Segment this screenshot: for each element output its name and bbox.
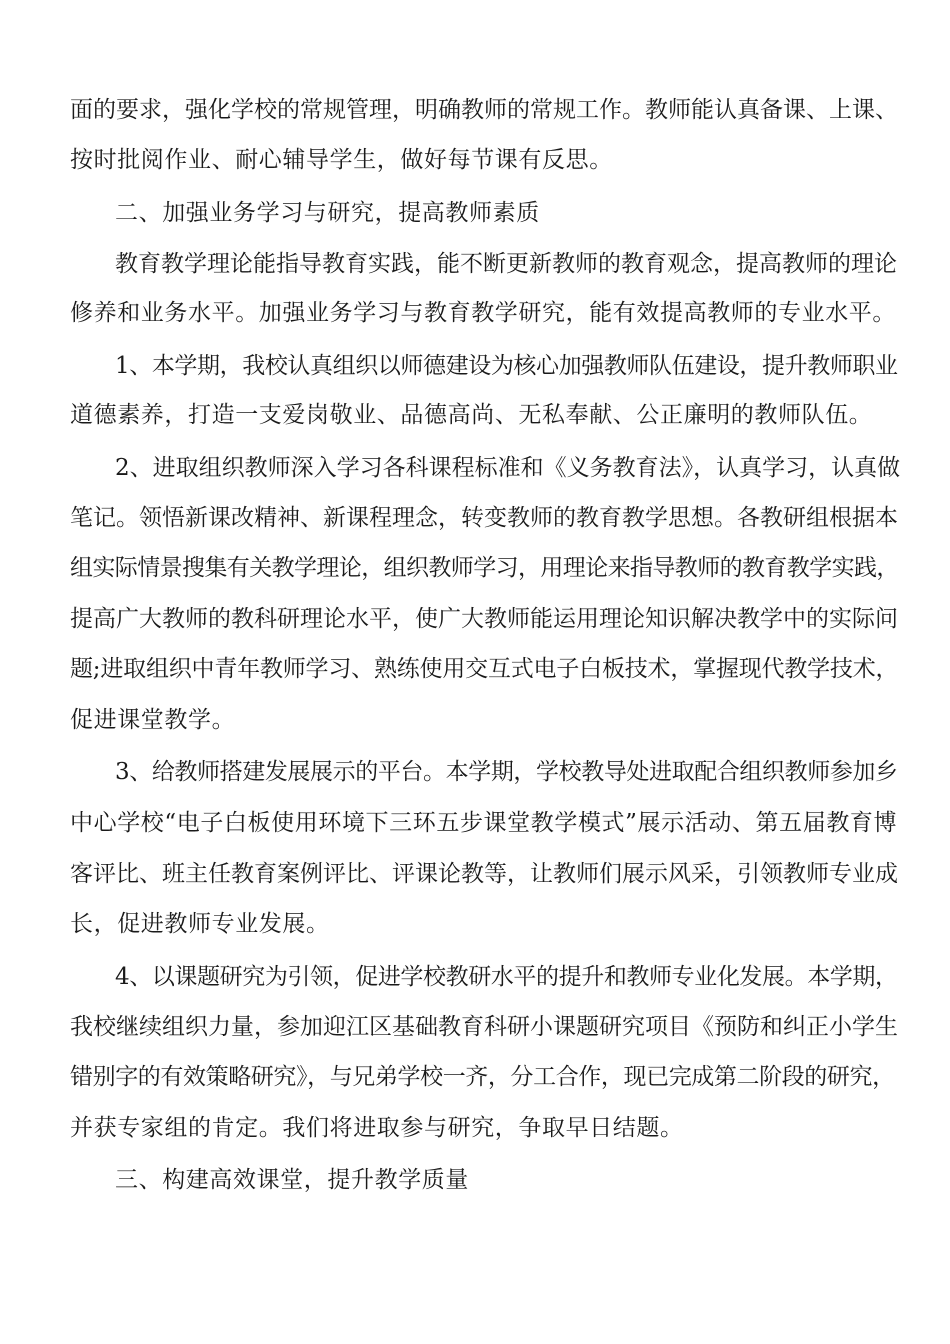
paragraph-line: 中心学校“电子白板使用环境下三环五步课堂教学模式”展示活动、第五届教育博 <box>70 810 898 836</box>
paragraph-line: 并获专家组的肯定。我们将进取参与研究，争取早日结题。 <box>70 1115 684 1141</box>
paragraph-line: 修养和业务水平。加强业务学习与教育教学研究，能有效提高教师的专业水平。 <box>70 300 896 326</box>
paragraph-line: 按时批阅作业、耐心辅导学生，做好每节课有反思。 <box>70 147 613 173</box>
paragraph-line: 1、本学期，我校认真组织以师德建设为核心加强教师队伍建设，提升教师职业 <box>115 353 898 379</box>
paragraph-line: 教育教学理论能指导教育实践，能不断更新教师的教育观念，提高教师的理论 <box>115 251 897 277</box>
paragraph-line: 笔记。领悟新课改精神、新课程理念，转变教师的教育教学思想。各教研组根据本 <box>70 505 898 531</box>
section-heading: 二、加强业务学习与研究，提高教师素质 <box>115 200 540 226</box>
paragraph-line: 道德素养，打造一支爱岗敬业、品德高尚、无私奉献、公正廉明的教师队伍。 <box>70 402 873 428</box>
paragraph-line: 题;进取组织中青年教师学习、熟练使用交互式电子白板技术，掌握现代教学技术， <box>70 656 899 682</box>
paragraph-line: 客评比、班主任教育案例评比、评课论教等，让教师们展示风采，引领教师专业成 <box>70 861 898 887</box>
paragraph-line: 组实际情景搜集有关教学理论，组织教师学习，用理论来指导教师的教育教学实践， <box>70 555 899 581</box>
paragraph-line: 错别字的有效策略研究》，与兄弟学校一齐，分工合作，现已完成第二阶段的研究， <box>70 1064 895 1090</box>
section-heading: 三、构建高效课堂，提升教学质量 <box>115 1167 469 1193</box>
paragraph-line: 3、给教师搭建发展展示的平台。本学期，学校教导处进取配合组织教师参加乡 <box>115 759 898 785</box>
paragraph-line: 长，促进教师专业发展。 <box>70 911 330 937</box>
paragraph-line: 提高广大教师的教科研理论水平，使广大教师能运用理论知识解决教学中的实际问 <box>70 606 898 632</box>
paragraph-line: 促进课堂教学。 <box>70 707 236 733</box>
paragraph-line: 我校继续组织力量，参加迎江区基础教育科研小课题研究项目《预防和纠正小学生 <box>70 1014 898 1040</box>
paragraph-line: 2、进取组织教师深入学习各科课程标准和《义务教育法》，认真学习，认真做 <box>115 455 901 481</box>
paragraph-line: 4、以课题研究为引领，促进学校教研水平的提升和教师专业化发展。本学期， <box>115 964 898 990</box>
paragraph-line: 面的要求，强化学校的常规管理，明确教师的常规工作。教师能认真备课、上课、 <box>70 97 898 123</box>
